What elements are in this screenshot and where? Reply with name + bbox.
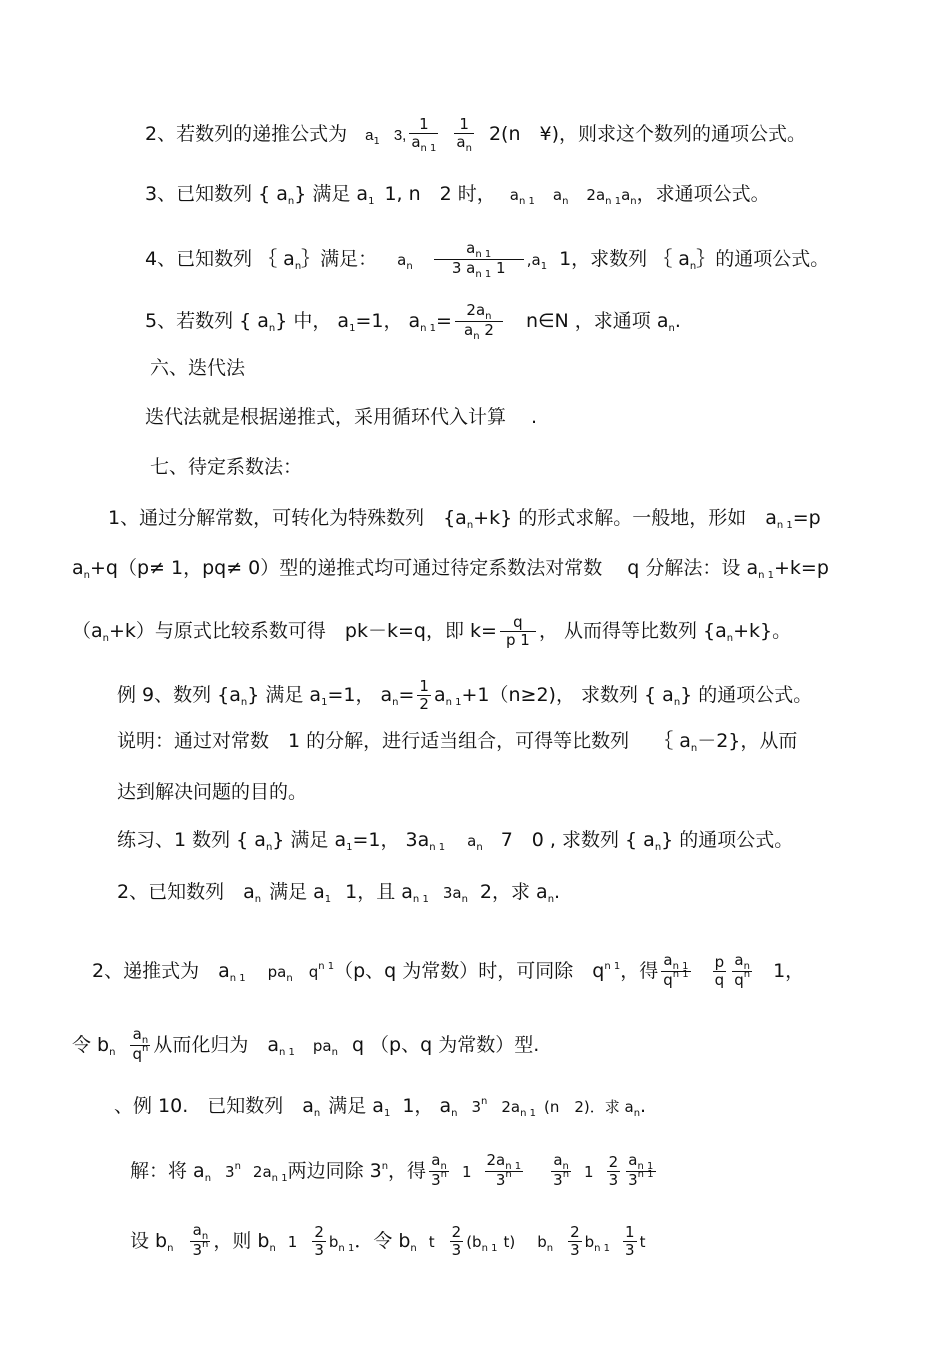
section-7-heading: 七、待定系数法： xyxy=(150,456,303,478)
method-1-line-3: $(a_n+k)$与原式比较系数可得 pk－k=q，即 k= $\frac{q}{p 1}$ ， 从而得等比数列 $\{a_n+k\}$。 xyxy=(72,613,792,649)
fraction: $\frac{a_{n 1}}{3^{n 1}}$ xyxy=(628,1151,654,1189)
problem-5: 5、若数列 { $a_n$} 中， $a_1=1$， $a_{n 1}=$ $\frac{2a_n}{a_n 2}$ n∈N ，求通项 $a_n$. xyxy=(145,301,681,342)
fraction: $\frac{a_{n 1}}{3 a_{n 1} 1}$ xyxy=(434,240,524,279)
fraction: $\frac{2}{3}$ xyxy=(314,1223,324,1259)
fraction: $\frac{1}{a_{n 1}}$ xyxy=(411,115,437,154)
fraction: $\frac{p}{q}$ xyxy=(714,953,725,989)
example-9: 例 9、数列 $\{a_n\}$ 满足 $a_1=1$， $a_n=$ $\frac{1}{2}$ $a_{n 1}+1(n\ge 2)$， 求数列 { $a_n$} 的通项公式。 xyxy=(117,677,813,713)
fraction: $\frac{2a_n}{a_n 2}$ xyxy=(455,302,503,341)
p2-lead: 2、若数列的递推公式为 xyxy=(145,123,348,145)
solution-line: 解：将 $a_n$ 3$^n$ $2a_{n 1}$两边同除 3$^n$，得 $\frac{a_n}{3^n}$ 1 $\frac{2a_{n 1}}{3^n}$ $\frac{a_n}{3^n}$ 1 $\frac{2}{3}$ $\frac{a_{n 1}}{3^{n 1}}$ xyxy=(130,1151,654,1189)
fraction: $\frac{a_n}{3^n}$ xyxy=(553,1151,570,1189)
exercise-2: 2、已知数列 $a_n$ 满足 $a_1$ 1，且 $a_{n 1}$ $3a_n$ 2，求 $a_n$. xyxy=(117,881,561,905)
method-2-line-1: 2、递推式为 $a_{n 1}$ $pa_n$ $q^{n 1}(p$、q 为常数）时，可同除 $q^{n 1}$，得 $\frac{a_{n 1}}{q^{n 1}}$ $\frac{p}{q}$ $\frac{a_n}{q^n}$ 1， xyxy=(92,951,805,989)
fraction: $\frac{q}{p 1}$ xyxy=(500,614,536,649)
section-6-text: 迭代法就是根据递推式，采用循环代入计算 . xyxy=(145,406,538,428)
fraction: $\frac{2}{3}$ xyxy=(451,1223,462,1259)
problem-3: 3、已知数列 { $a_n$} 满足 $a_1$ 1, n 2 时， $a_{n 1}$ $a_n$ $2a_{n 1}a_n$，求通项公式。 xyxy=(145,183,770,207)
method-2-line-2: 令 $b_n$ $\frac{a_n}{q^n}$ 从而化归为 $a_{n 1}$ $pa_n$ q （p、q 为常数）型. xyxy=(72,1025,540,1063)
method-1-line-2: $a_n+q(p\ne 1$，pq≠ 0）型的递推式均可通过待定系数法对常数 q 分解法：设 $a_{n 1}+k=p$ xyxy=(72,557,829,581)
fraction: $\frac{a_n}{3^n}$ xyxy=(431,1151,447,1189)
example-10: 、例 10. 已知数列 $a_n$ 满足 $a_1$ 1， $a_n$ 3$^n$ $2a_{n 1}$ (n 2)．求 $a_n$. xyxy=(114,1095,647,1119)
fraction: $\frac{a_n}{3^n}$ xyxy=(192,1221,209,1259)
exercise-1: 练习、1 数列 { $a_n$} 满足 $a_1=1$， $3a_{n 1}$ $a_n$ 7 0 , 求数列 { $a_n$} 的通项公式。 xyxy=(117,829,794,853)
fraction: $\frac{2a_{n 1}}{3^n}$ xyxy=(486,1151,522,1189)
fraction: $\frac{a_{n 1}}{q^{n 1}}$ xyxy=(663,951,689,989)
substitution-line: 设 $b_n$ $\frac{a_n}{3^n}$ ，则 $b_n$ 1 $\frac{2}{3}$ $b_{n 1}$．令 $b_n$ t $\frac{2}{3}$ ($b_{n 1}$ t) $b_n$ $\frac{2}{3}$ $b_{n 1}$ $\frac{1}{3}$ t xyxy=(130,1221,646,1259)
fraction: $\frac{a_n}{q^n}$ xyxy=(734,951,751,989)
fraction: $\frac{1}{a_n}$ xyxy=(456,115,472,154)
fraction: $\frac{2}{3}$ xyxy=(608,1153,619,1189)
method-1-line-1: 1、通过分解常数，可转化为特殊数列 $\{a_n+k\}$ 的形式求解。一般地，形如 $a_{n 1}=p$ xyxy=(108,507,821,531)
note-line-1: 说明：通过对常数 1 的分解，进行适当组合，可得等比数列 ｛ $a_n-2$}，从而 xyxy=(117,730,798,754)
note-line-2: 达到解决问题的目的。 xyxy=(117,781,308,803)
section-6-heading: 六、迭代法 xyxy=(150,357,246,379)
problem-2: 2、若数列的递推公式为 $a_1$ 3, $\frac{1}{a_{n 1}}$ $\frac{1}{a_n}$ 2(n ¥)，则求这个数列的通项公式。 xyxy=(145,115,807,154)
problem-4: 4、已知数列 ｛ $a_n\}$满足： $a_n$ $\frac{a_{n 1}}{3 a_{n 1} 1}$ $,a_1$ 1，求数列 ｛ $a_n\}$的通项公式。 xyxy=(145,239,830,280)
fraction: $\frac{2}{3}$ xyxy=(570,1223,580,1259)
fraction: $\frac{a_n}{q^n}$ xyxy=(132,1025,149,1063)
fraction: $\frac{1}{2}$ xyxy=(419,677,429,713)
fraction: $\frac{1}{3}$ xyxy=(625,1223,635,1259)
